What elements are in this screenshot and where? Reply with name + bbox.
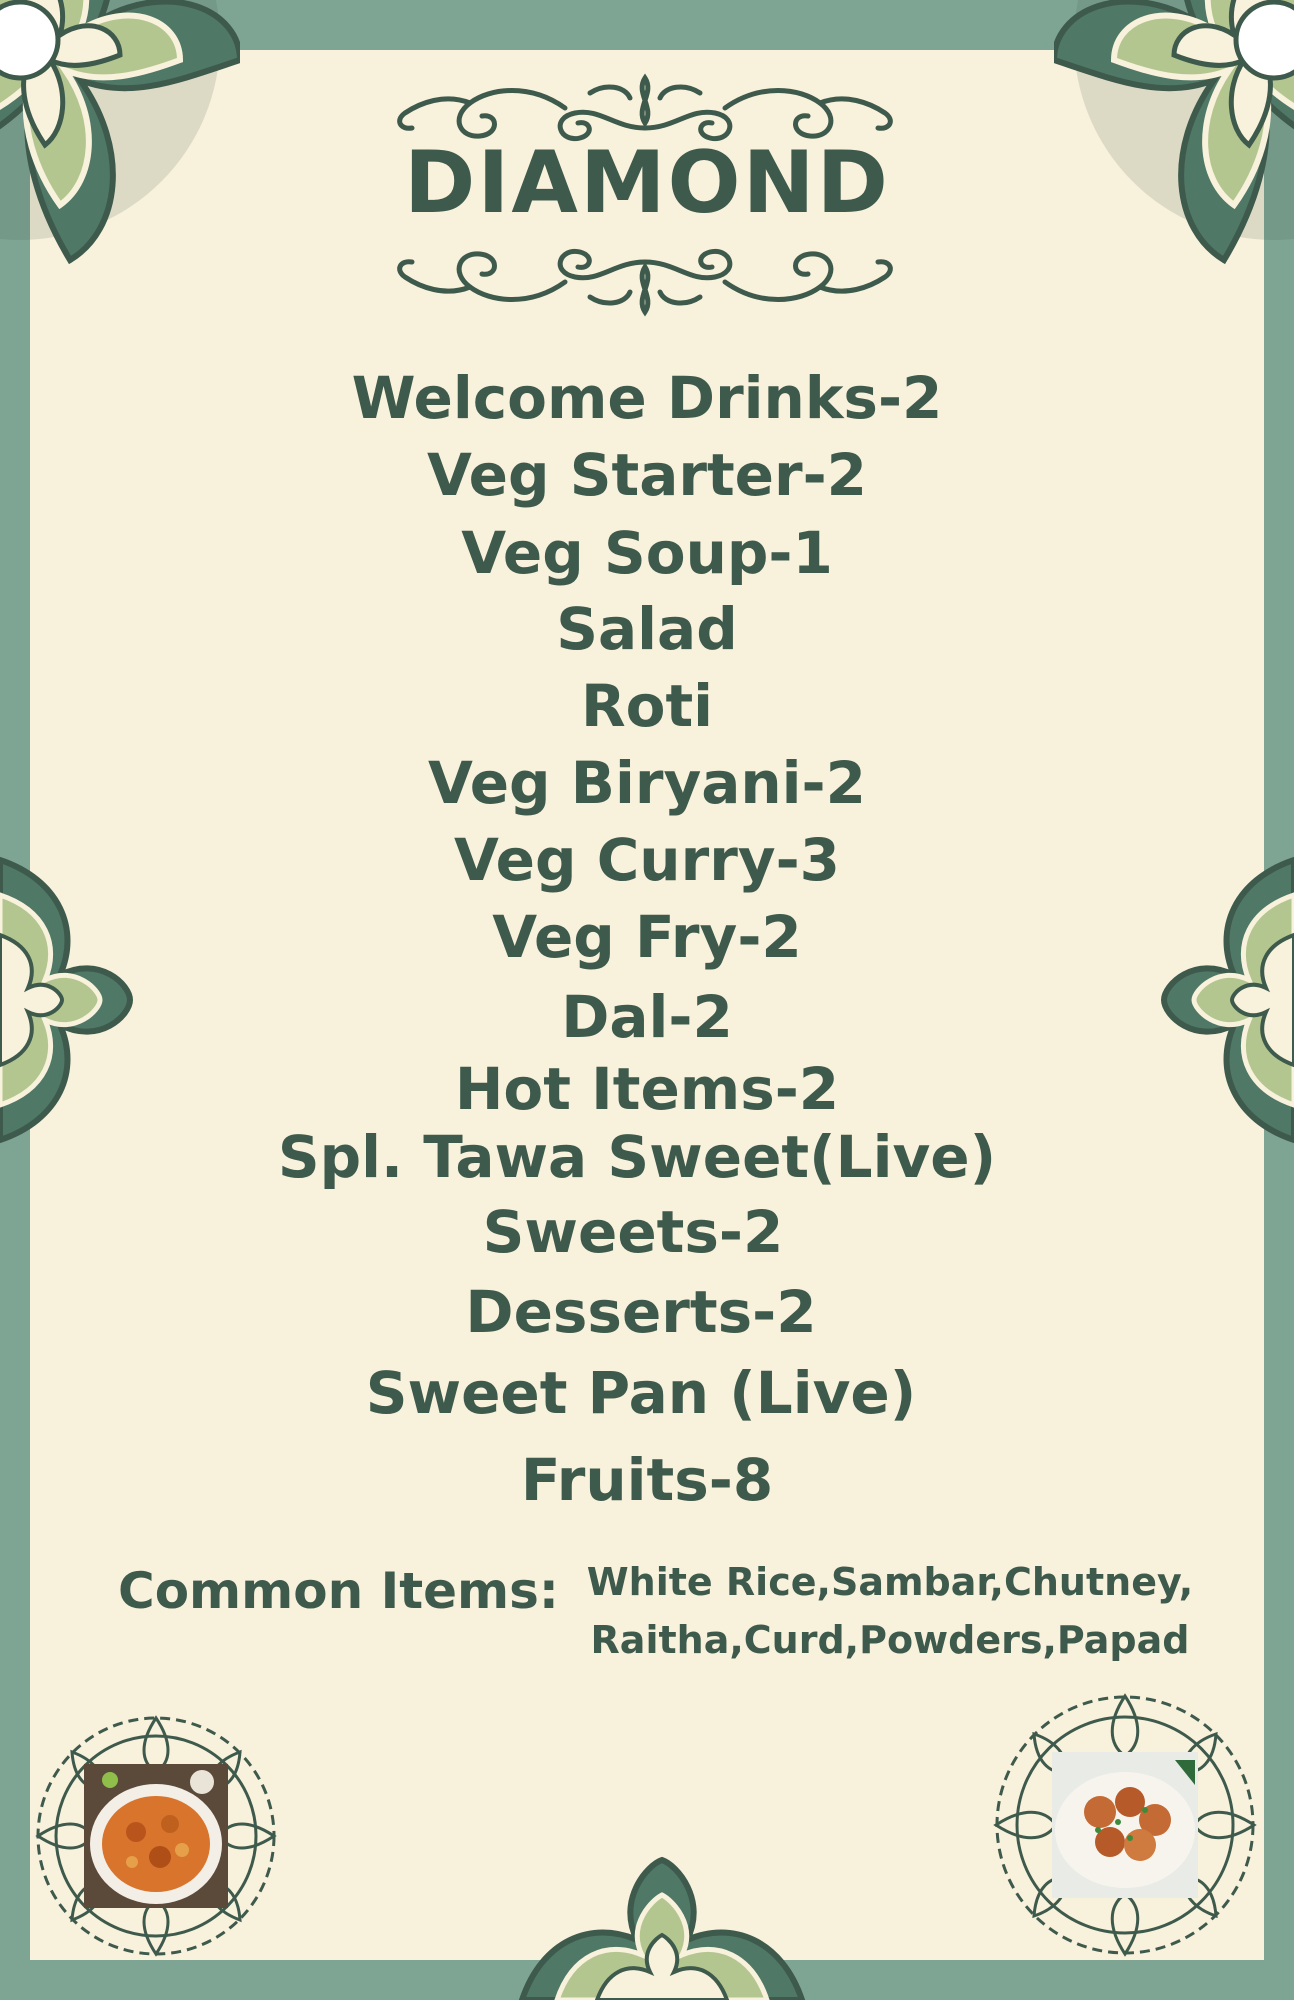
menu-item: Sweet Pan (Live) [365, 1359, 917, 1427]
menu-item: Fruits-8 [520, 1446, 774, 1514]
menu-item: Dal-2 [561, 983, 733, 1051]
common-items-line-1: White Rice,Sambar,Chutney, [586, 1560, 1194, 1604]
menu-item: Veg Soup-1 [461, 519, 833, 587]
menu-item: Salad [556, 595, 738, 663]
menu-item: Spl. Tawa Sweet(Live) [277, 1123, 997, 1191]
menu-item: Veg Curry-3 [453, 826, 841, 894]
bottom-center-mandala-ornament [517, 1855, 807, 2000]
menu-item: Sweets-2 [482, 1198, 784, 1266]
menu-item: Desserts-2 [465, 1278, 817, 1346]
package-title: DIAMOND [404, 133, 890, 233]
common-items-label: Common Items: [118, 1562, 559, 1620]
menu-item: Welcome Drinks-2 [351, 364, 943, 432]
bottom-scroll-flourish [390, 242, 900, 322]
menu-item: Hot Items-2 [454, 1055, 840, 1123]
menu-item: Veg Biryani-2 [427, 749, 866, 817]
menu-item: Veg Starter-2 [426, 441, 868, 509]
curry-dish-photo [32, 1712, 280, 1960]
menu-item: Roti [580, 672, 714, 740]
fried-starter-photo [990, 1690, 1260, 1960]
common-items-line-2: Raitha,Curd,Powders,Papad [590, 1618, 1190, 1662]
menu-item: Veg Fry-2 [492, 903, 802, 971]
